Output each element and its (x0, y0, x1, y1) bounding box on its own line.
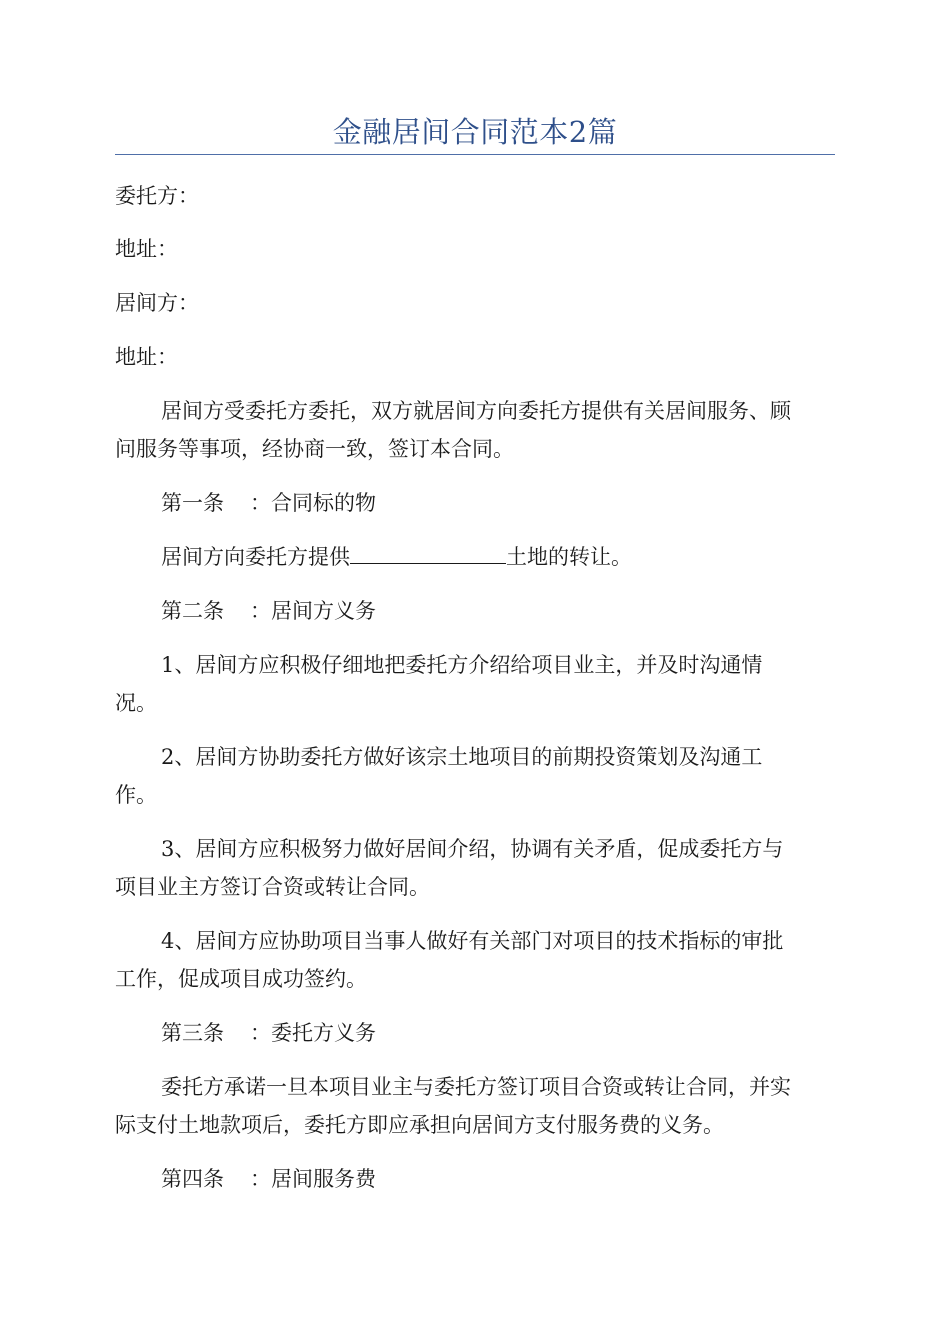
article-1-body-before: 居间方向委托方提供 (161, 545, 350, 569)
fill-in-blank (350, 543, 506, 564)
article-2-item-4-line-2: 工作，促成项目成功签约。 (115, 967, 367, 991)
document-title: 金融居间合同范本2篇 (332, 115, 618, 149)
article-2-number: 第二条 (161, 599, 224, 623)
article-3-title: ：委托方义务 (250, 1021, 376, 1045)
article-3-heading (161, 1014, 835, 1052)
article-2-item-3-line-2: 项目业主方签订合资或转让合同。 (115, 875, 430, 899)
article-1-title: ：合同标的物 (250, 491, 376, 515)
article-2-item-2-line-1: 2、居间方协助委托方做好该宗土地项目的前期投资策划及沟通工 (161, 745, 763, 769)
article-1-heading (161, 484, 835, 522)
article-2-item-4-line-1: 4、居间方应协助项目当事人做好有关部门对项目的技术指标的审批 (161, 929, 784, 953)
client-label: 委托方： (115, 184, 199, 208)
article-2-title: ：居间方义务 (250, 599, 376, 623)
article-3-body-line-2: 际支付土地款项后，委托方即应承担向居间方支付服务费的义务。 (115, 1113, 724, 1137)
title-underline (115, 154, 835, 155)
intermediary-address-label: 地址： (115, 345, 178, 369)
article-2-item-3-line-1: 3、居间方应积极努力做好居间介绍，协调有关矛盾，促成委托方与 (161, 837, 784, 861)
article-3-number: 第三条 (161, 1021, 224, 1045)
intro-paragraph-line-1: 居间方受委托方委托，双方就居间方向委托方提供有关居间服务、顾 (161, 399, 791, 423)
article-1-number: 第一条 (161, 491, 224, 515)
intro-paragraph-line-2: 问服务等事项，经协商一致，签订本合同。 (115, 437, 514, 461)
client-address-label: 地址： (115, 237, 178, 261)
article-1-body-after: 土地的转让。 (506, 545, 632, 569)
article-2-item-1-line-2: 况。 (115, 691, 157, 715)
article-2-heading (161, 592, 835, 630)
article-4-title: ：居间服务费 (250, 1167, 376, 1191)
article-4-number: 第四条 (161, 1167, 224, 1191)
article-1-body (161, 538, 835, 576)
article-2-item-1-line-1: 1、居间方应积极仔细地把委托方介绍给项目业主，并及时沟通情 (161, 653, 763, 677)
article-4-heading (161, 1160, 835, 1198)
article-2-item-2-line-2: 作。 (115, 783, 157, 807)
article-3-body-line-1: 委托方承诺一旦本项目业主与委托方签订项目合资或转让合同，并实 (161, 1075, 791, 1099)
intermediary-label: 居间方： (115, 291, 199, 315)
